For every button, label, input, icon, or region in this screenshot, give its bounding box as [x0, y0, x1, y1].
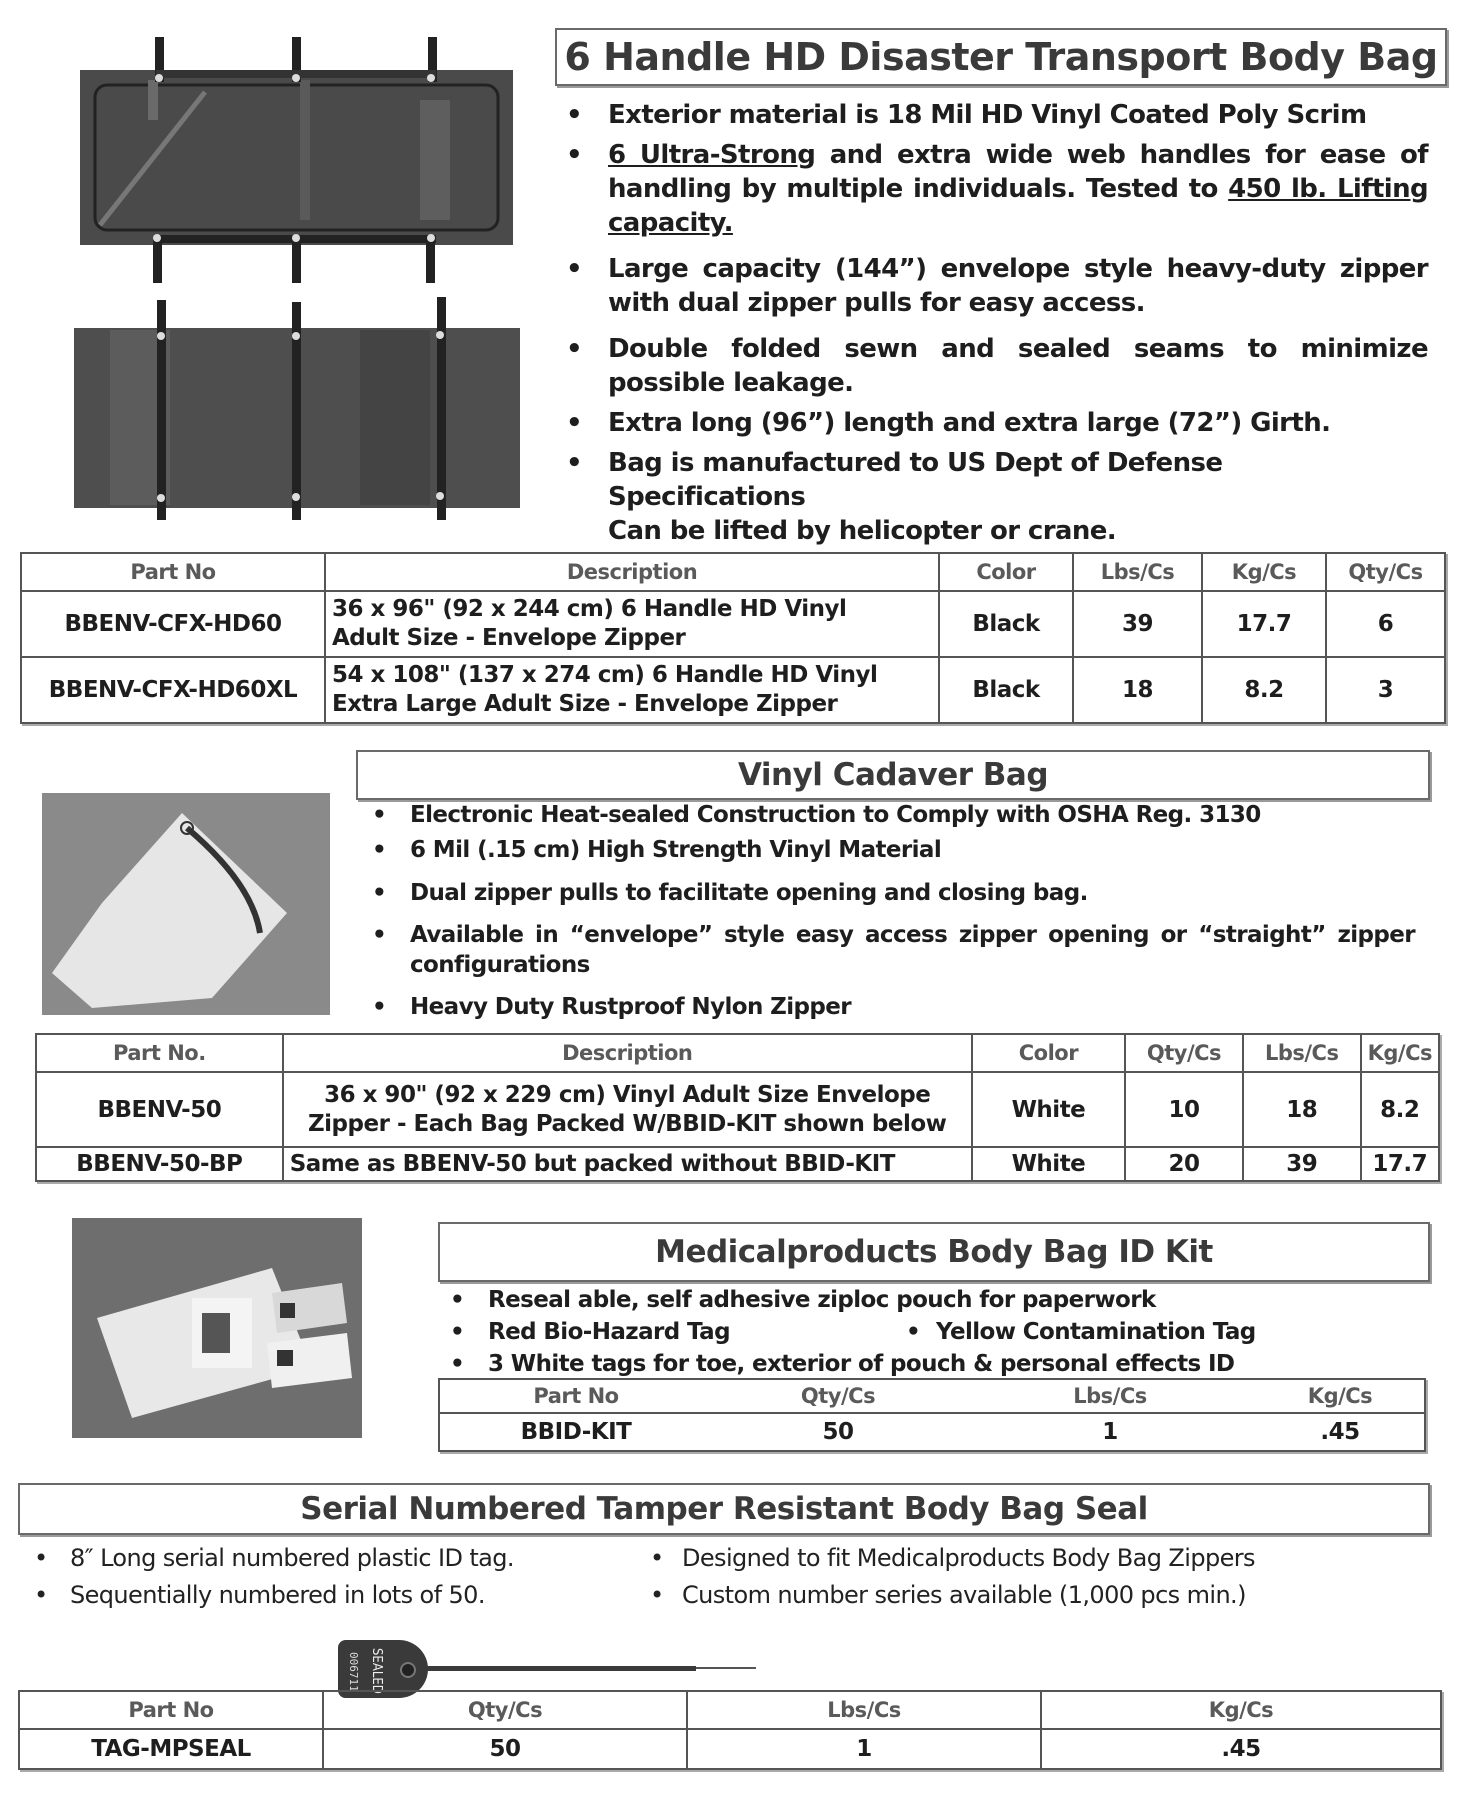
seal-strap: [426, 1666, 696, 1671]
bullet-icon: •: [34, 1581, 48, 1609]
feature-item: • Exterior material is 18 Mil HD Vinyl Coated Poly Scrim: [566, 100, 1367, 130]
feature-item: • Large capacity (144”) envelope style heavy-duty zipper with dual zipper pulls for easy access.: [566, 254, 1428, 318]
feature-item: • 3 White tags for toe, exterior of pouch & personal effects ID: [488, 1348, 1428, 1380]
bullet-icon: •: [566, 100, 583, 130]
section-title: Vinyl Cadaver Bag: [356, 750, 1430, 800]
table-header-row: Part No Description Color Lbs/Cs Kg/Cs Qty/Cs: [21, 553, 1445, 591]
table-header-row: Part No Qty/Cs Lbs/Cs Kg/Cs: [19, 1691, 1441, 1729]
bullet-icon: •: [450, 1351, 465, 1377]
feature-list: [566, 98, 1429, 548]
bullet-icon: •: [906, 1319, 921, 1345]
feature-item: • Electronic Heat-sealed Construction to Comply with OSHA Reg. 3130: [372, 802, 1261, 828]
bullet-icon: •: [566, 334, 583, 364]
disaster-bag-photo: [60, 30, 540, 520]
bullet-icon: •: [650, 1581, 664, 1609]
section-title: 6 Handle HD Disaster Transport Body Bag: [555, 28, 1447, 86]
feature-list: [372, 800, 1415, 1022]
feature-item: • Extra long (96”) length and extra large (72”) Girth.: [566, 408, 1331, 438]
table-header-row: Part No Qty/Cs Lbs/Cs Kg/Cs: [439, 1379, 1425, 1413]
feature-list: [450, 1284, 1428, 1380]
bullet-icon: •: [566, 448, 583, 478]
bullet-icon: •: [372, 802, 387, 828]
feature-item: • Double folded sewn and sealed seams to minimize possible leakage.: [566, 334, 1428, 398]
feature-item: • Custom number series available (1,000 pcs min.): [682, 1577, 1422, 1614]
bullet-icon: •: [372, 994, 387, 1020]
table-row: BBENV-50-BP Same as BBENV-50 but packed without BBID-KIT White 20 39 17.7: [36, 1147, 1439, 1181]
spec-table: [18, 1690, 1442, 1770]
feature-item: • Reseal able, self adhesive ziploc pouch for paperwork: [488, 1284, 1428, 1316]
seal-label: SEALED: [369, 1648, 384, 1694]
spec-table: [438, 1378, 1426, 1452]
feature-item: • Sequentially numbered in lots of 50.: [70, 1577, 630, 1614]
bullet-icon: •: [372, 837, 387, 863]
spec-table: [20, 552, 1446, 724]
cadaver-bag-photo: [42, 793, 330, 1015]
feature-item: • Available in “envelope” style easy access zipper opening or “straight” zipper configurations: [372, 922, 1415, 978]
table-row: TAG-MPSEAL 50 1 .45: [19, 1729, 1441, 1769]
table-row: BBENV-50 36 x 90" (92 x 229 cm) Vinyl Adult Size Envelope Zipper - Each Bag Packed W/BBID-KIT shown below White 10 18 8.2: [36, 1072, 1439, 1147]
seal-hole: [400, 1662, 416, 1678]
table-header-row: Part No. Description Color Qty/Cs Lbs/Cs Kg/Cs: [36, 1034, 1439, 1072]
seal-serial-number: 006711: [347, 1652, 360, 1692]
feature-list-left: [34, 1540, 630, 1614]
table-row: BBID-KIT 50 1 .45: [439, 1413, 1425, 1451]
bullet-icon: •: [566, 254, 583, 284]
feature-item: • Dual zipper pulls to facilitate opening and closing bag.: [372, 880, 1088, 906]
spec-table: [35, 1033, 1440, 1182]
id-kit-photo: [72, 1218, 362, 1438]
feature-item: • 6 Ultra-Strong and extra wide web handles for ease of handling by multiple individuals. Tested to 450 lb. Lifting capacity.: [566, 140, 1429, 238]
bullet-icon: •: [450, 1319, 465, 1345]
bullet-icon: •: [372, 922, 387, 948]
bullet-icon: •: [566, 408, 583, 438]
section-title: Medicalproducts Body Bag ID Kit: [438, 1222, 1430, 1282]
feature-item: • Designed to fit Medicalproducts Body Bag Zippers: [682, 1540, 1422, 1577]
feature-item: • 6 Mil (.15 cm) High Strength Vinyl Material: [372, 837, 942, 863]
bullet-icon: •: [650, 1544, 664, 1572]
feature-item: • Heavy Duty Rustproof Nylon Zipper: [372, 994, 851, 1020]
section-title: Serial Numbered Tamper Resistant Body Bag Seal: [18, 1483, 1430, 1535]
bullet-icon: •: [566, 140, 583, 170]
feature-item: • Bag is manufactured to US Dept of Defense Specifications Can be lifted by helicopter or crane.: [566, 448, 1223, 546]
bullet-icon: •: [372, 880, 387, 906]
feature-item: • 8″ Long serial numbered plastic ID tag.: [70, 1540, 630, 1577]
bullet-icon: •: [34, 1544, 48, 1572]
table-row: BBENV-CFX-HD60XL 54 x 108" (137 x 274 cm) 6 Handle HD Vinyl Extra Large Adult Size - Envelope Zipper Black 18 8.2 3: [21, 657, 1445, 723]
feature-item: • Red Bio-Hazard Tag • Yellow Contamination Tag: [488, 1316, 1428, 1348]
feature-list-right: [650, 1540, 1422, 1614]
bullet-icon: •: [450, 1287, 465, 1313]
table-row: BBENV-CFX-HD60 36 x 96" (92 x 244 cm) 6 Handle HD Vinyl Adult Size - Envelope Zipper Black 39 17.7 6: [21, 591, 1445, 657]
